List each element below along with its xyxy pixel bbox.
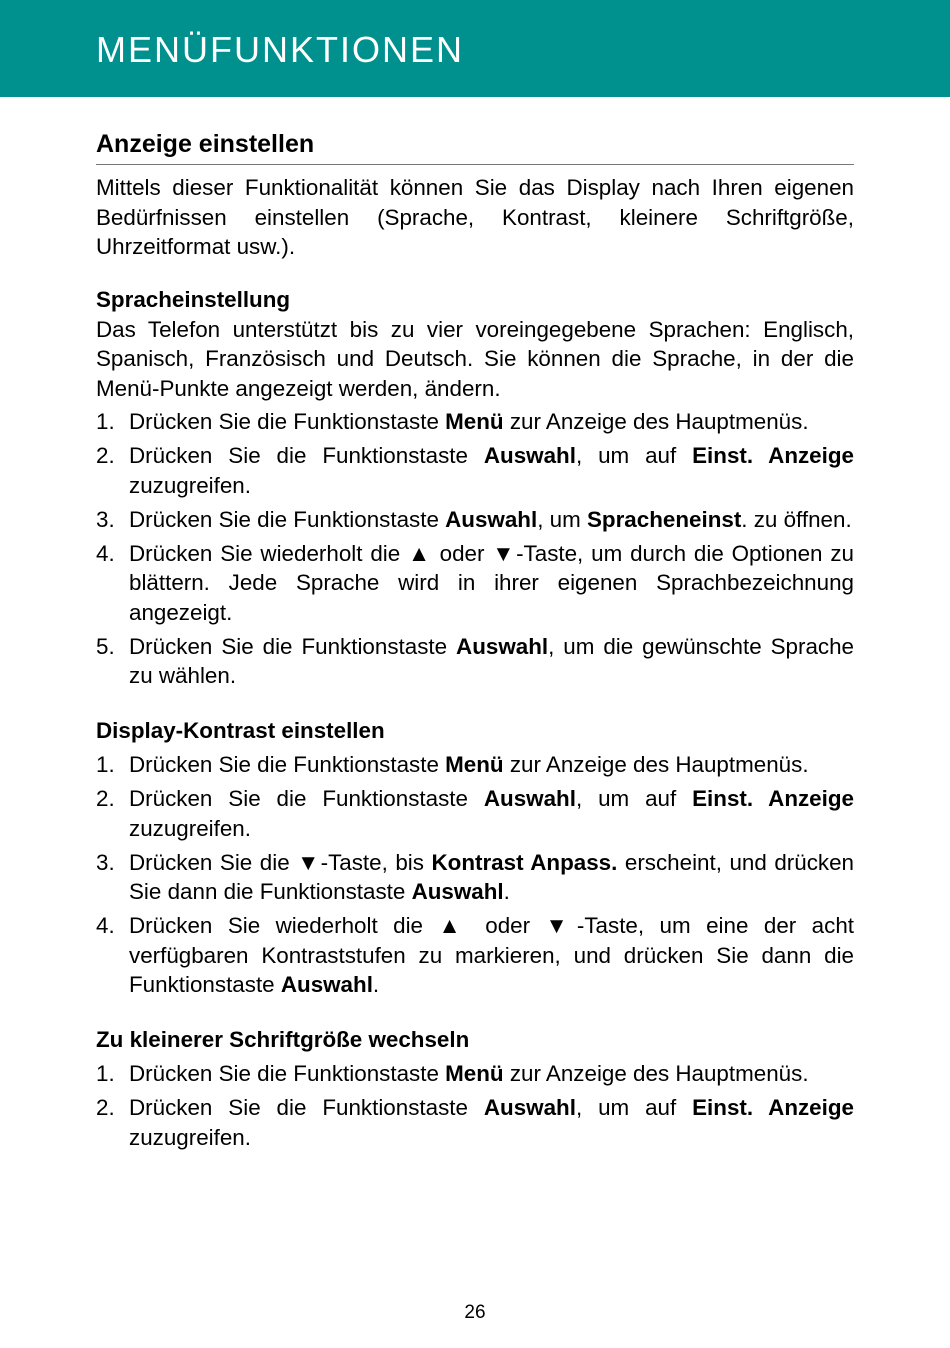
step-text: , um: [537, 506, 587, 532]
step-number: 3.: [96, 849, 115, 875]
step-key: Auswahl: [280, 972, 373, 997]
page-header-title: MENÜFUNKTIONEN: [96, 29, 464, 70]
step-number: 2.: [96, 786, 115, 811]
step-key: Spracheneinst: [586, 506, 742, 532]
step-number: 2.: [96, 443, 115, 468]
list-item: [96, 441, 854, 500]
step-text: Drücken Sie die Funktionstaste: [129, 1061, 446, 1086]
page-number: 26: [464, 1302, 486, 1323]
step-text: .: [372, 972, 380, 997]
step-number: 2.: [96, 1095, 115, 1120]
step-number: 4.: [96, 913, 115, 938]
list-item: [96, 505, 854, 535]
step-key: Einst. Anzeige: [692, 443, 854, 468]
list-item: [96, 784, 854, 843]
step-text: Drücken Sie die ▼-Taste, bis: [129, 849, 432, 875]
step-key: Einst. Anzeige: [692, 1095, 854, 1120]
list-item: [96, 911, 854, 1000]
list-item: [96, 1093, 854, 1152]
section-title: Anzeige einstellen: [96, 128, 854, 165]
step-text: zuzugreifen.: [129, 472, 251, 498]
step-key: Auswahl: [483, 786, 576, 811]
step-text: zuzugreifen.: [129, 1124, 251, 1150]
step-text: Drücken Sie wiederholt die ▲ oder ▼-Taste, um durch die Optionen zu blättern. Jede Sprache wird in ihrer eigenen Sprachbezeichnung angezeigt.: [129, 540, 854, 625]
language-steps: [96, 407, 854, 691]
step-key: Menü: [445, 752, 504, 777]
step-key: Auswahl: [483, 1095, 576, 1120]
list-item: [96, 750, 854, 780]
step-text: zur Anzeige des Hauptmenüs.: [503, 409, 809, 434]
step-text: zuzugreifen.: [129, 815, 251, 841]
step-key: Auswahl: [456, 633, 549, 659]
step-key: Auswahl: [445, 506, 538, 532]
step-number: 1.: [96, 409, 115, 434]
step-text: Drücken Sie die Funktionstaste: [129, 409, 446, 434]
list-item: [96, 1059, 854, 1089]
step-key: Menü: [445, 1061, 504, 1086]
step-text: Drücken Sie die Funktionstaste: [129, 506, 446, 532]
step-text: erscheint, und drücken Sie dann die Funktionstaste: [129, 849, 854, 904]
step-number: 4.: [96, 540, 115, 566]
step-text: Drücken Sie die Funktionstaste: [129, 443, 484, 468]
contrast-heading: Display-Kontrast einstellen: [96, 718, 385, 743]
language-heading: Spracheinstellung: [96, 286, 291, 312]
step-text: zur Anzeige des Hauptmenüs.: [503, 1061, 809, 1086]
list-item: [96, 539, 854, 628]
contrast-steps: [96, 750, 854, 1000]
list-item: [96, 407, 854, 437]
step-number: 1.: [96, 1061, 115, 1086]
step-text: , um die gewünschte Sprache zu wählen.: [129, 633, 854, 688]
fontsize-steps: [96, 1059, 854, 1152]
step-key: Auswahl: [483, 443, 576, 468]
step-key: Einst. Anzeige: [692, 786, 854, 811]
step-key: Menü: [445, 409, 504, 434]
step-text: .: [503, 879, 510, 904]
step-text: Drücken Sie die Funktionstaste: [129, 633, 457, 659]
step-key: Kontrast Anpass.: [431, 849, 618, 875]
step-key: Auswahl: [411, 879, 504, 904]
step-text: zur Anzeige des Hauptmenüs.: [503, 752, 809, 777]
step-text: . zu öffnen.: [741, 506, 852, 532]
main-content: [96, 128, 854, 1157]
step-text: Drücken Sie wiederholt die ▲ oder ▼-Taste, um eine der acht verfügbaren Kontraststufen zu markieren, und drücken Sie dann die Funktionstaste: [129, 913, 854, 997]
list-item: [96, 632, 854, 691]
fontsize-heading: Zu kleinerer Schriftgröße wechseln: [96, 1027, 470, 1052]
step-number: 1.: [96, 752, 115, 777]
step-text: , um auf: [575, 786, 693, 811]
step-text: , um auf: [575, 443, 693, 468]
step-number: 3.: [96, 506, 115, 532]
language-paragraph: Das Telefon unterstützt bis zu vier voreingegebene Sprachen: Englisch, Spanisch, Französisch und Deutsch. Sie können die Sprache, in der die Menü-Punkte angezeigt werden, ändern.: [96, 316, 854, 401]
step-text: Drücken Sie die Funktionstaste: [129, 786, 484, 811]
step-text: Drücken Sie die Funktionstaste: [129, 752, 446, 777]
list-item: [96, 848, 854, 907]
intro-paragraph: Mittels dieser Funktionalität können Sie das Display nach Ihren eigenen Bedürfnissen einstellen (Sprache, Kontrast, kleinere Schriftgröße, Uhrzeitformat usw.).: [96, 175, 854, 259]
step-text: , um auf: [575, 1095, 693, 1120]
step-number: 5.: [96, 633, 115, 659]
header-band: [0, 0, 950, 97]
step-text: Drücken Sie die Funktionstaste: [129, 1095, 484, 1120]
